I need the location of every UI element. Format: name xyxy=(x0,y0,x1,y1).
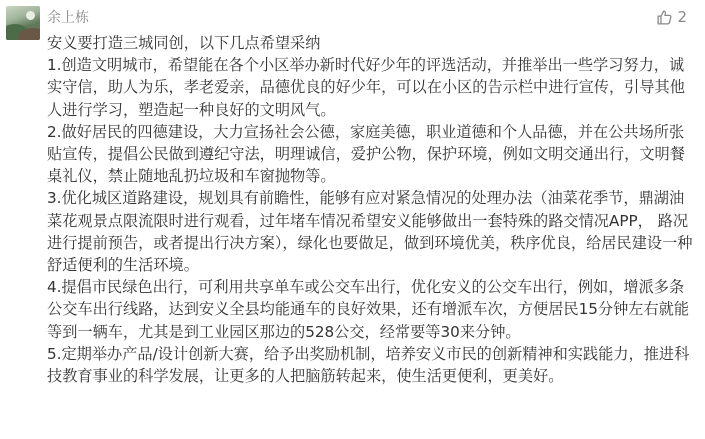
like-button[interactable] xyxy=(656,8,687,26)
avatar[interactable] xyxy=(6,6,40,40)
comment-body xyxy=(47,32,695,387)
comment-paragraph: 1.创造文明城市，希望能在各个小区举办新时代好少年的评选活动，并推举出一些学习努力，诚实守信，助人为乐，孝老爱亲，品德优良的好少年，可以在小区的告示栏中进行宣传，引导其他人进行学习，塑造起一种良好的文明风气。 xyxy=(47,56,685,119)
thumbs-up-icon[interactable] xyxy=(656,9,673,26)
comment-paragraph: 3.优化城区道路建设，规划具有前瞻性，能够有应对紧急情况的处理办法（油菜花季节，鼎湖油菜花观景点限流限时进行观看，过年堵车情况希望安义能够做出一套特殊的路交情况APP， 路况进行提前预告，或者提出行决方案），绿化也要做足，做到环境优美，秩序优良，给居民建设一种舒适便利的生活环境。 xyxy=(47,189,693,275)
comment-paragraph: 2.做好居民的四德建设，大力宣扬社会公德，家庭美德，职业道德和个人品德，并在公共场所张贴宣传，提倡公民做到遵纪守法，明理诚信，爱护公物，保护环境，例如文明交通出行，文明餐桌礼仪，禁止随地乱扔垃圾和车窗抛物等。 xyxy=(47,122,685,186)
comment-author[interactable]: 余上栋 xyxy=(47,10,89,26)
like-count: 2 xyxy=(677,8,687,26)
avatar-hill xyxy=(18,28,40,40)
comment-paragraph: 4.提倡市民绿色出行，可利用共享单车或公交车出行，优化安义的公交车出行，例如，增派多条公交车出行线路，达到安义全县均能通车的良好效果，还有增派车次，方便居民15分钟左右就能等到一辆车，尤其是到工业园区那边的528公交，经常要等30来分钟。 xyxy=(47,278,690,341)
avatar-sun xyxy=(26,11,35,20)
comment-paragraph: 5.定期举办产品/设计创新大赛，给予出奖励机制，培养安义市民的创新精神和实践能力，推进科技教育事业的科学发展，让更多的人把脑筋转起来，使生活更便利，更美好。 xyxy=(47,344,690,386)
comment-paragraph: 安义要打造三城同创，以下几点希望采纳 xyxy=(47,34,321,52)
